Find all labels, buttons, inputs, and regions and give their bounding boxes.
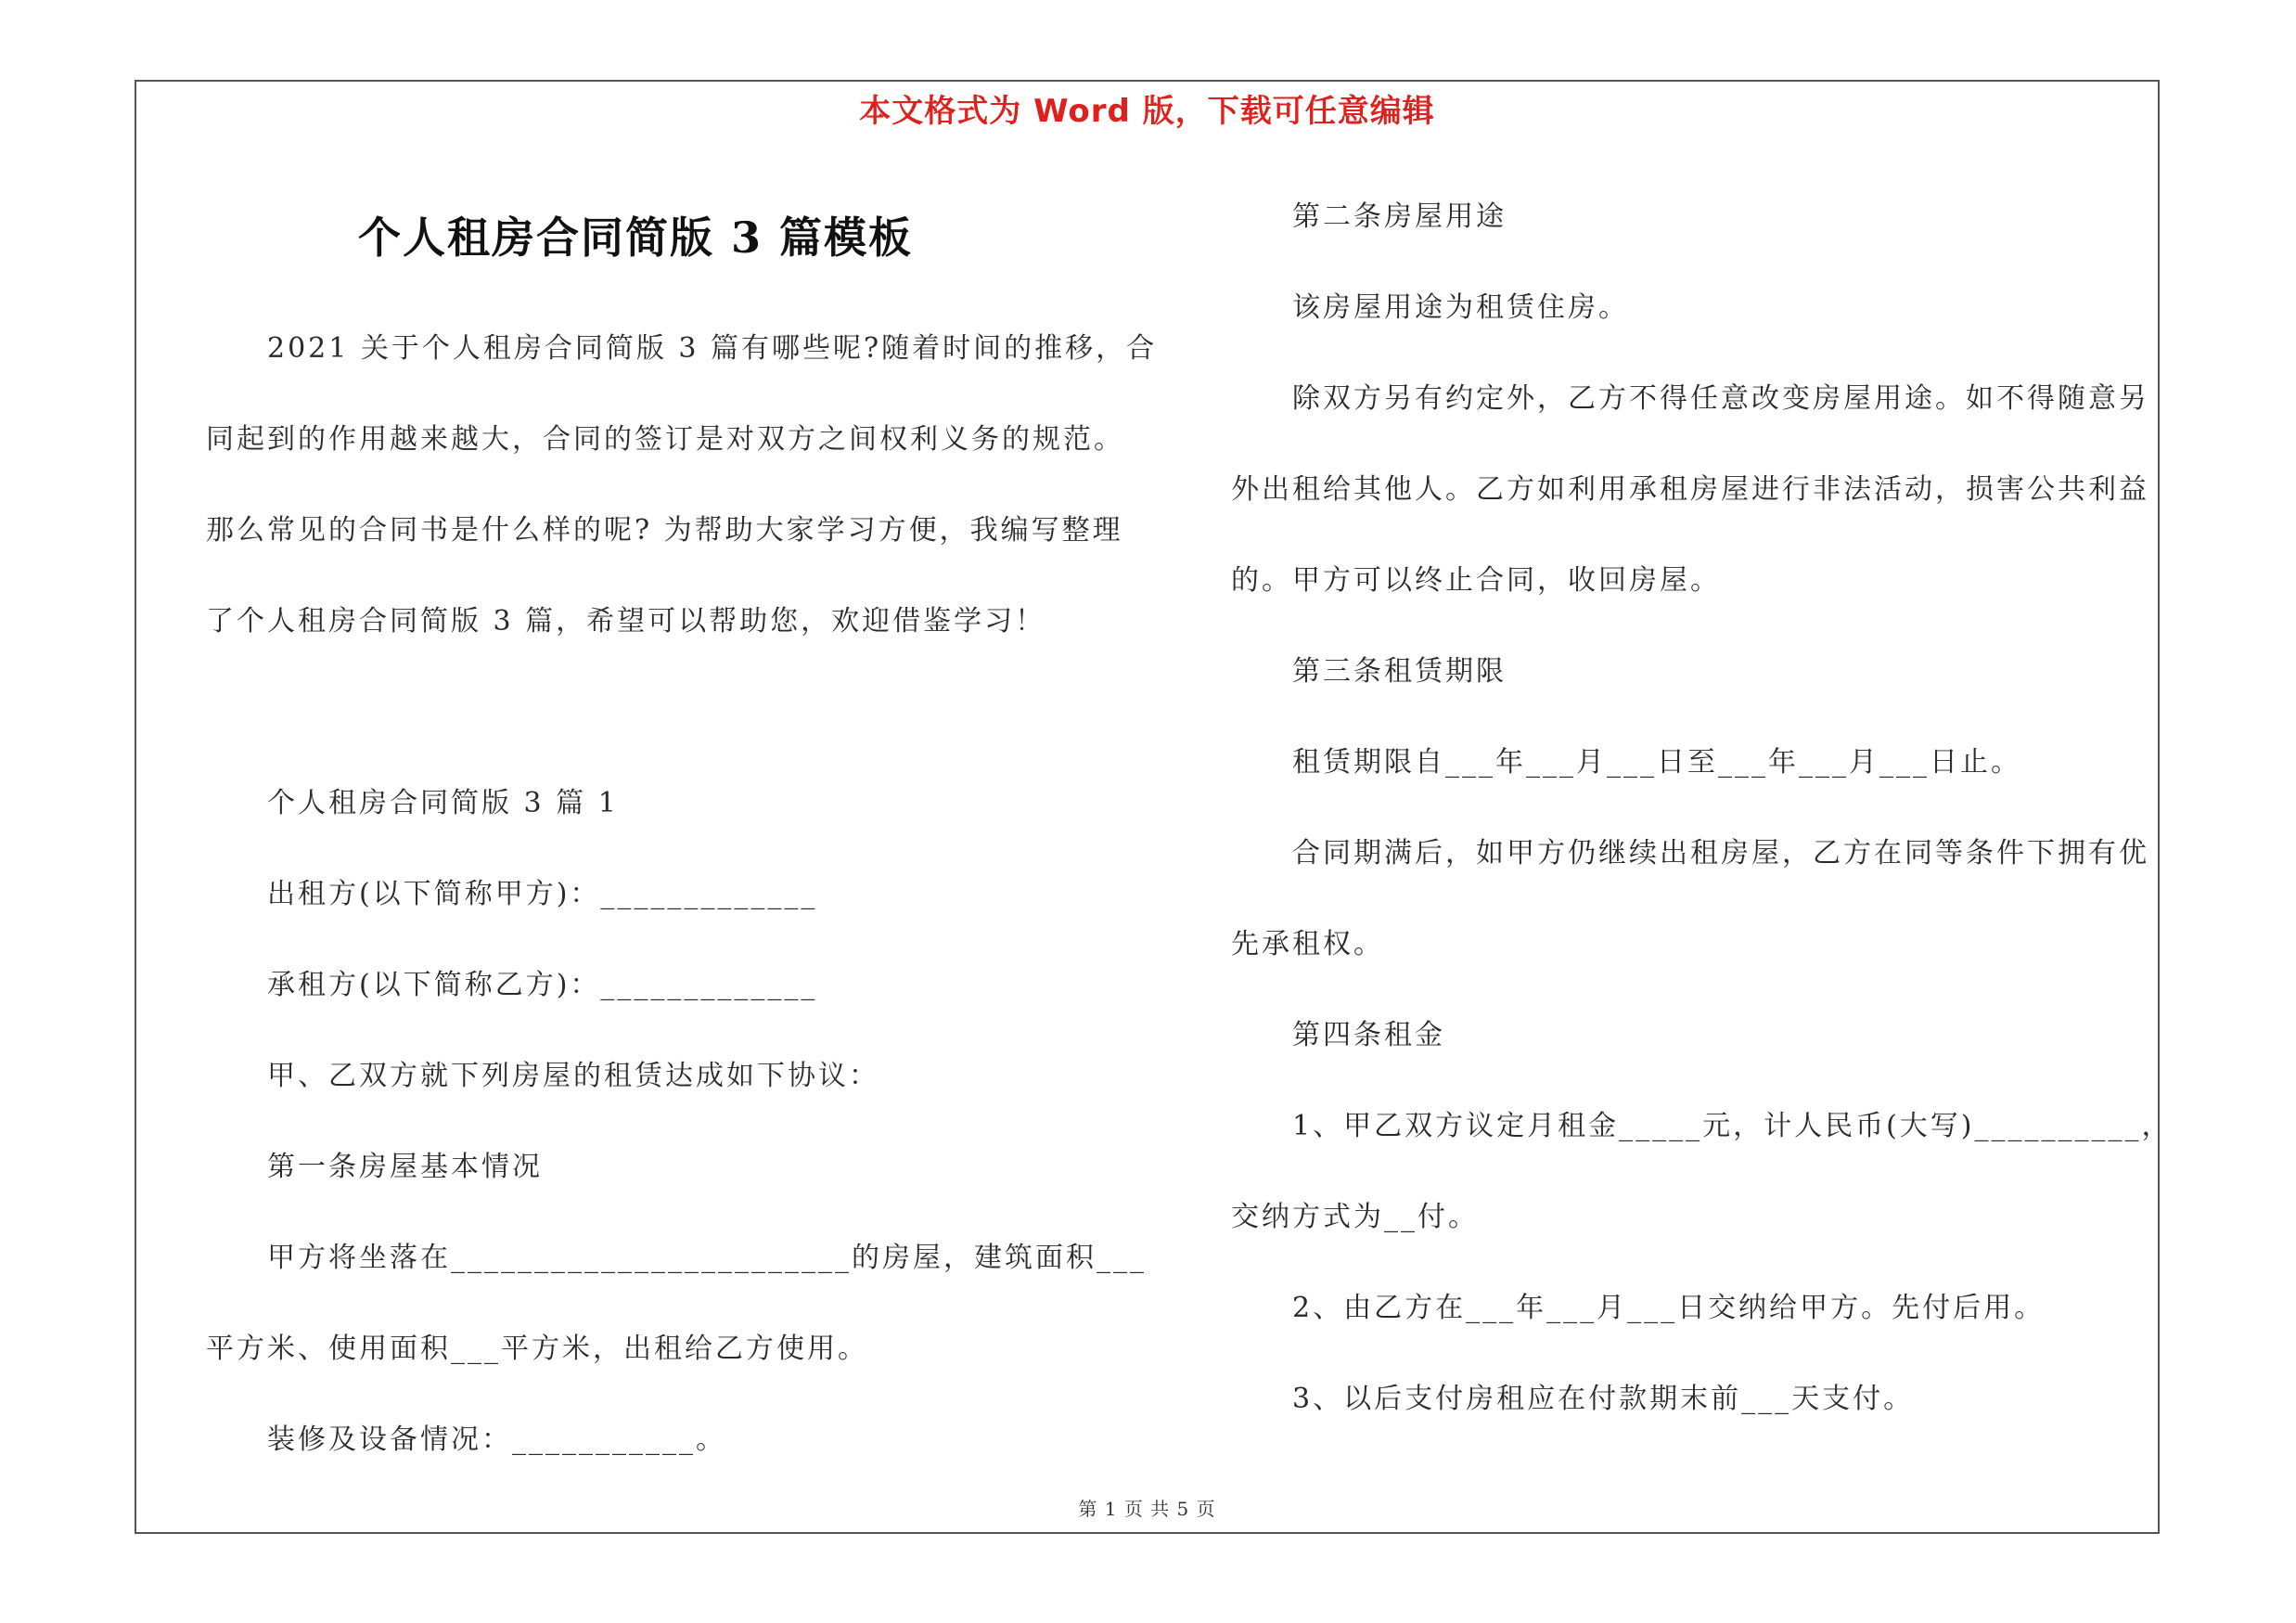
paragraph-line: 2、由乙方在___年___月___日交纳给甲方。先付后用。 bbox=[1292, 1292, 2046, 1324]
clause-heading: 第四条租金 bbox=[1292, 1019, 1445, 1051]
paragraph-line: 的。甲方可以终止合同，收回房屋。 bbox=[1231, 564, 1721, 597]
paragraph-line: 除双方另有约定外，乙方不得任意改变房屋用途。如不得随意另 bbox=[1292, 382, 2149, 415]
paragraph-line: 甲、乙双方就下列房屋的租赁达成如下协议： bbox=[267, 1060, 879, 1092]
paragraph-line: 该房屋用途为租赁住房。 bbox=[1292, 291, 1629, 324]
page-number: 第 1 页 共 5 页 bbox=[1078, 1498, 1216, 1520]
paragraph-line: 装修及设备情况：___________。 bbox=[267, 1423, 726, 1456]
section-heading: 个人租房合同简版 3 篇 1 bbox=[267, 787, 619, 819]
paragraph-line: 先承租权。 bbox=[1231, 928, 1384, 960]
paragraph-line: 了个人租房合同简版 3 篇，希望可以帮助您，欢迎借鉴学习！ bbox=[206, 605, 1046, 638]
clause-heading: 第二条房屋用途 bbox=[1292, 200, 1507, 233]
lessor-field: 出租方(以下简称甲方)：_____________ bbox=[267, 878, 818, 910]
paragraph-line: 3、以后支付房租应在付款期末前___天支付。 bbox=[1292, 1383, 1915, 1415]
paragraph-line: 2021 关于个人租房合同简版 3 篇有哪些呢?随着时间的推移，合 bbox=[267, 332, 1158, 365]
clause-heading: 第三条租赁期限 bbox=[1292, 655, 1507, 688]
paragraph-line: 交纳方式为__付。 bbox=[1231, 1201, 1479, 1233]
paragraph-line: 同起到的作用越来越大，合同的签订是对双方之间权利义务的规范。 bbox=[206, 423, 1124, 456]
paragraph-line: 外出租给其他人。乙方如利用承租房屋进行非法活动，损害公共利益 bbox=[1231, 473, 2149, 506]
paragraph-line: 租赁期限自___年___月___日至___年___月___日止。 bbox=[1292, 746, 2021, 779]
format-banner: 本文格式为 Word 版，下载可任意编辑 bbox=[859, 93, 1435, 130]
paragraph-line: 平方米、使用面积___平方米，出租给乙方使用。 bbox=[206, 1333, 868, 1365]
paragraph-line: 合同期满后，如甲方仍继续出租房屋，乙方在同等条件下拥有优 bbox=[1292, 837, 2149, 869]
paragraph-line: 1、甲乙双方议定月租金_____元，计人民币(大写)__________， bbox=[1292, 1110, 2173, 1142]
clause-heading: 第一条房屋基本情况 bbox=[267, 1151, 543, 1183]
paragraph-line: 甲方将坐落在________________________的房屋，建筑面积___ bbox=[267, 1242, 1147, 1274]
document-title: 个人租房合同简版 3 篇模板 bbox=[357, 213, 914, 263]
lessee-field: 承租方(以下简称乙方)：_____________ bbox=[267, 969, 818, 1001]
paragraph-line: 那么常见的合同书是什么样的呢? 为帮助大家学习方便，我编写整理 bbox=[206, 514, 1123, 547]
